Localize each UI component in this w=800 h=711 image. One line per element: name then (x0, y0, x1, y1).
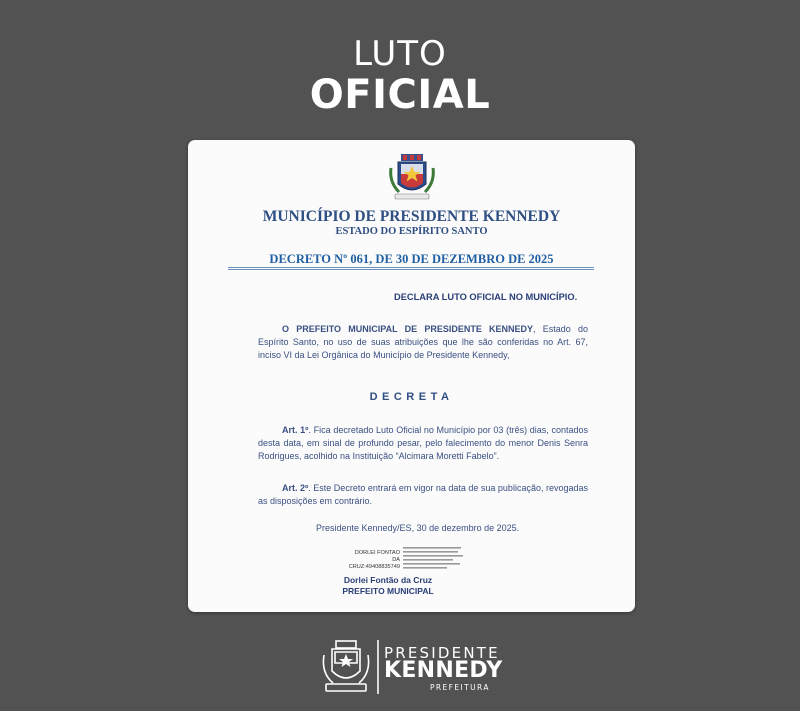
decree-number-title: DECRETO Nº 061, DE 30 DE DEZEMBRO DE 2025 (269, 252, 554, 266)
preamble-text: , Estado do Espírito Santo, no uso de suas atribuições que lhe são conferidas no Art. 67, inciso VI da Lei Orgânica do Município de Presidente Kennedy, (258, 324, 588, 361)
article-1 (258, 424, 588, 464)
digital-signature-stamp (348, 550, 400, 571)
article-2-text: . Este Decreto entrará em vigor na data de sua publicação, revogadas as disposições em contrário. (258, 483, 588, 507)
signatory-role: PREFEITO MUNICIPAL (342, 586, 434, 596)
municipality-title: MUNICÍPIO DE PRESIDENTE KENNEDY (262, 208, 561, 225)
signature-stamp-line-1: DORLEI FONTAO (354, 550, 400, 556)
brand-kennedy: KENNEDY (384, 658, 503, 683)
decree-document (188, 140, 635, 612)
signatory-name: Dorlei Fontão da Cruz (343, 575, 433, 585)
brand-prefeitura: PREFEITURA (430, 683, 490, 692)
article-1-text: . Fica decretado Luto Oficial no Município por 03 (três) dias, contados desta data, em sinal de profundo pesar, pelo falecimento do menor Denis Senra Rodrigues, acolhido na Instituição “Alcimara Moretti Fabelo”. (258, 425, 588, 462)
signature-stamp-line-2: DA (392, 557, 400, 563)
municipal-crest-icon (387, 152, 437, 204)
title-divider (228, 267, 594, 268)
article-1-label: Art. 1º (282, 425, 309, 435)
place-and-date: Presidente Kennedy/ES, 30 de dezembro de 2025. (316, 523, 520, 533)
preamble-paragraph (258, 323, 588, 363)
decree-summary: DECLARA LUTO OFICIAL NO MUNICÍPIO. (394, 292, 578, 302)
footer-divider (377, 640, 379, 694)
preamble-bold: O PREFEITO MUNICIPAL DE PRESIDENTE KENNEDY (282, 324, 534, 334)
title-divider-secondary (228, 269, 594, 270)
prefeitura-crest-icon (318, 639, 374, 695)
article-2-label: Art. 2º (282, 483, 309, 493)
article-2 (258, 482, 588, 508)
decreta-heading: DECRETA (369, 391, 454, 403)
headline-oficial: OFICIAL (309, 72, 491, 118)
headline-luto: LUTO (353, 34, 447, 74)
signature-fineprint-icon (403, 546, 465, 572)
brand-presidente: PRESIDENTE (384, 644, 500, 662)
state-subtitle: ESTADO DO ESPÍRITO SANTO (335, 226, 488, 237)
digital-signature-details (403, 546, 493, 573)
signature-stamp-line-3: CRUZ:49408835749 (348, 564, 400, 570)
